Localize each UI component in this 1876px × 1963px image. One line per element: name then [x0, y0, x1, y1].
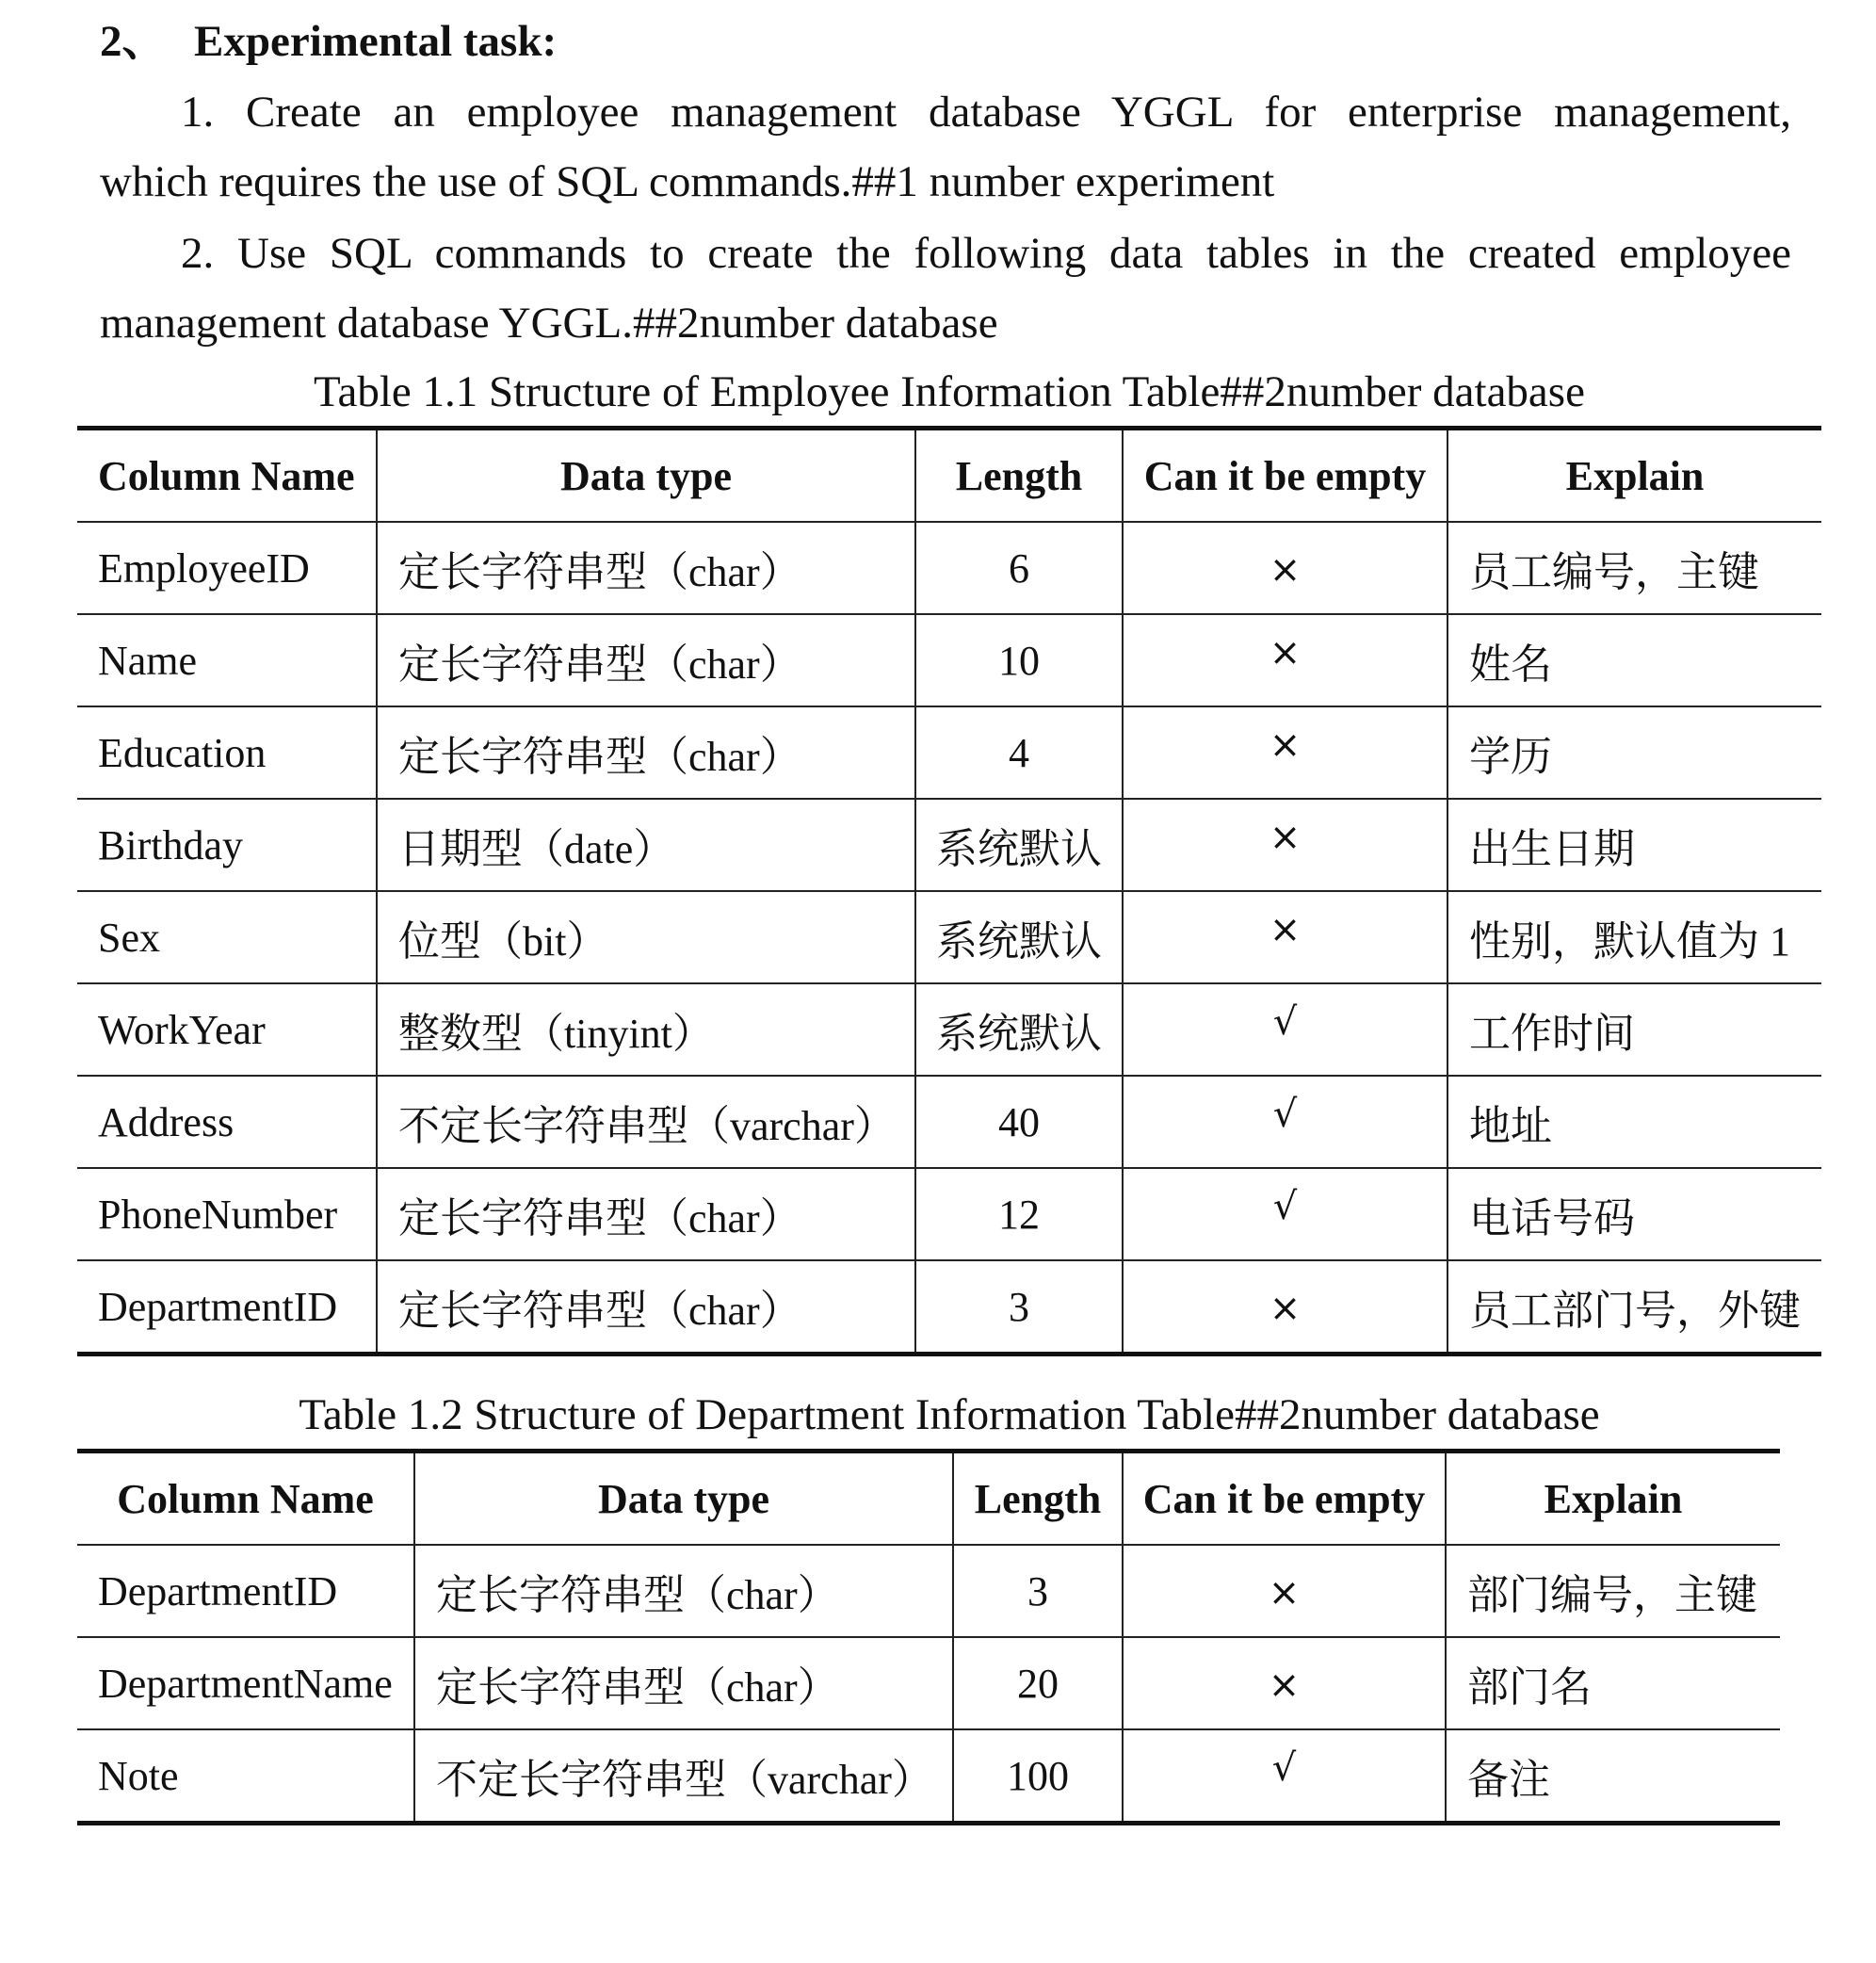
- check-mark: √: [1272, 1092, 1298, 1136]
- cell-explain: 员工编号，主键: [1447, 522, 1821, 614]
- cell-nullable: [1123, 614, 1447, 706]
- cell-explain: 学历: [1447, 706, 1821, 799]
- cell-length: 系统默认: [915, 799, 1123, 891]
- cell-length: 12: [915, 1168, 1123, 1260]
- table-row: [77, 614, 1821, 706]
- cell-nullable: [1123, 1260, 1447, 1355]
- header-can-be-empty: Can it be empty: [1123, 429, 1447, 523]
- cross-mark: ×: [1269, 547, 1302, 592]
- cell-data-type: 位型（bit）: [377, 891, 915, 983]
- table-row: [77, 891, 1821, 983]
- cell-column-name: Name: [77, 614, 377, 706]
- cell-nullable: [1123, 1637, 1446, 1729]
- cell-data-type: 日期型（date）: [377, 799, 915, 891]
- table-header-row: [77, 429, 1821, 523]
- table-row: [77, 799, 1821, 891]
- cross-mark: ×: [1268, 1663, 1301, 1707]
- table-header-row: [77, 1452, 1780, 1546]
- section-title: Experimental task:: [194, 17, 558, 66]
- cell-nullable: [1123, 1545, 1446, 1637]
- cell-length: 系统默认: [915, 891, 1123, 983]
- task-1-line-2: which requires the use of SQL commands.##1 number experiment: [100, 157, 1275, 206]
- cell-length: 10: [915, 614, 1123, 706]
- table-row: [77, 1545, 1780, 1637]
- table-2-caption: Table 1.2 Structure of Department Information Table##2number database: [299, 1390, 1600, 1439]
- header-can-be-empty: Can it be empty: [1123, 1452, 1446, 1546]
- cell-nullable: [1123, 891, 1447, 983]
- cell-column-name: WorkYear: [77, 983, 377, 1076]
- table-row: [77, 1260, 1821, 1355]
- cell-explain: 员工部门号，外键: [1447, 1260, 1821, 1355]
- cell-nullable: [1123, 799, 1447, 891]
- cell-length: 3: [915, 1260, 1123, 1355]
- cell-explain: 性别，默认值为 1: [1447, 891, 1821, 983]
- table-row: [77, 1168, 1821, 1260]
- header-data-type: Data type: [414, 1452, 953, 1546]
- cell-data-type: 定长字符串型（char）: [414, 1637, 953, 1729]
- cell-length: 4: [915, 706, 1123, 799]
- cross-mark: ×: [1269, 722, 1302, 767]
- cell-nullable: [1123, 1168, 1447, 1260]
- cell-length: 40: [915, 1076, 1123, 1168]
- cell-column-name: Address: [77, 1076, 377, 1168]
- cell-explain: 出生日期: [1447, 799, 1821, 891]
- section-number: 2、: [100, 17, 167, 66]
- cell-nullable: [1123, 1076, 1447, 1168]
- cell-column-name: Note: [77, 1729, 414, 1824]
- cell-column-name: Birthday: [77, 799, 377, 891]
- cell-column-name: EmployeeID: [77, 522, 377, 614]
- cell-nullable: [1123, 983, 1447, 1076]
- cell-data-type: 定长字符串型（char）: [377, 1260, 915, 1355]
- cell-length: 系统默认: [915, 983, 1123, 1076]
- header-column-name: Column Name: [77, 429, 377, 523]
- cross-mark: ×: [1269, 907, 1302, 951]
- department-info-table: [77, 1449, 1780, 1825]
- check-mark: √: [1272, 999, 1298, 1044]
- cell-nullable: [1123, 1729, 1446, 1824]
- cell-explain: 工作时间: [1447, 983, 1821, 1076]
- cell-data-type: 定长字符串型（char）: [377, 522, 915, 614]
- table-row: [77, 1076, 1821, 1168]
- header-column-name: Column Name: [77, 1452, 414, 1546]
- cell-length: 3: [953, 1545, 1123, 1637]
- cell-data-type: 不定长字符串型（varchar）: [414, 1729, 953, 1824]
- table-row: [77, 1637, 1780, 1729]
- cell-length: 20: [953, 1637, 1123, 1729]
- cell-nullable: [1123, 706, 1447, 799]
- cell-column-name: DepartmentID: [77, 1260, 377, 1355]
- task-1-paragraph: [100, 77, 1791, 217]
- cell-nullable: [1123, 522, 1447, 614]
- cross-mark: ×: [1269, 815, 1302, 859]
- cell-column-name: DepartmentName: [77, 1637, 414, 1729]
- cross-mark: ×: [1269, 630, 1302, 674]
- cell-data-type: 不定长字符串型（varchar）: [377, 1076, 915, 1168]
- cell-length: 6: [915, 522, 1123, 614]
- header-explain: Explain: [1447, 429, 1821, 523]
- cell-explain: 地址: [1447, 1076, 1821, 1168]
- cell-data-type: 整数型（tinyint）: [377, 983, 915, 1076]
- table-1-caption: Table 1.1 Structure of Employee Information Table##2number database: [314, 367, 1585, 416]
- task-2-line-1: 2. Use SQL commands to create the following data tables in the created employee: [181, 229, 1791, 278]
- check-mark: √: [1272, 1184, 1298, 1228]
- cell-explain: 备注: [1446, 1729, 1780, 1824]
- task-1-line-1: 1. Create an employee management database YGGL for enterprise management,: [181, 88, 1791, 137]
- table-row: [77, 1729, 1780, 1824]
- cell-column-name: PhoneNumber: [77, 1168, 377, 1260]
- header-data-type: Data type: [377, 429, 915, 523]
- cell-explain: 姓名: [1447, 614, 1821, 706]
- cell-data-type: 定长字符串型（char）: [414, 1545, 953, 1637]
- section-heading: [100, 13, 557, 70]
- cross-mark: ×: [1269, 1286, 1302, 1330]
- header-length: Length: [915, 429, 1123, 523]
- cell-column-name: Sex: [77, 891, 377, 983]
- task-2-paragraph: [100, 219, 1791, 358]
- cell-length: 100: [953, 1729, 1123, 1824]
- employee-info-table: [77, 426, 1821, 1356]
- cross-mark: ×: [1268, 1570, 1301, 1614]
- cell-explain: 部门编号，主键: [1446, 1545, 1780, 1637]
- cell-explain: 部门名: [1446, 1637, 1780, 1729]
- cell-data-type: 定长字符串型（char）: [377, 706, 915, 799]
- cell-data-type: 定长字符串型（char）: [377, 614, 915, 706]
- cell-data-type: 定长字符串型（char）: [377, 1168, 915, 1260]
- table-row: [77, 522, 1821, 614]
- header-explain: Explain: [1446, 1452, 1780, 1546]
- task-2-line-2: management database YGGL.##2number database: [100, 299, 998, 348]
- cell-explain: 电话号码: [1447, 1168, 1821, 1260]
- check-mark: √: [1271, 1745, 1297, 1790]
- header-length: Length: [953, 1452, 1123, 1546]
- table-row: [77, 983, 1821, 1076]
- table-row: [77, 706, 1821, 799]
- cell-column-name: DepartmentID: [77, 1545, 414, 1637]
- cell-column-name: Education: [77, 706, 377, 799]
